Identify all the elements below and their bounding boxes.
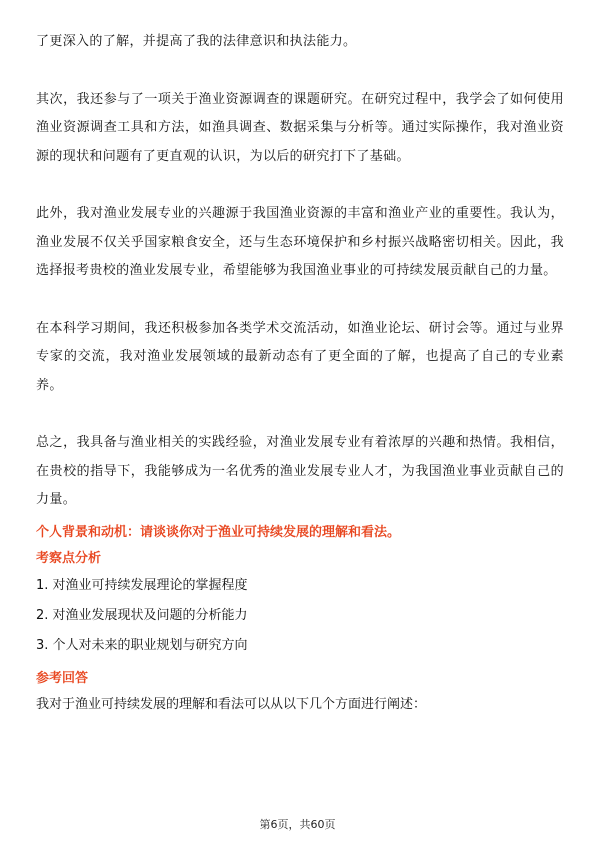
paragraph-continuation: 了更深入的了解，并提高了我的法律意识和执法能力。 — [36, 34, 357, 49]
paragraph-conclusion: 总之，我具备与渔业相关的实践经验，对渔业发展专业有着浓厚的兴趣和热情。我相信，在贵校的指导下，我能够成为一名优秀的渔业发展专业人才，为我国渔业事业贡献自己的力量。 — [36, 435, 564, 507]
page-footer: 第6页，共60页 — [259, 818, 336, 831]
paragraph-academic-exchange: 在本科学习期间，我还积极参加各类学术交流活动，如渔业论坛、研讨会等。通过与业界专家的交流，我对渔业发展领域的最新动态有了更全面的了解，也提高了自己的专业素养。 — [36, 320, 564, 393]
paragraph-interest: 此外，我对渔业发展专业的兴趣源于我国渔业资源的丰富和渔业产业的重要性。我认为，渔业发展不仅关乎国家粮食安全，还与生态环境保护和乡村振兴战略密切相关。因此，我选择报考贵校的渔业发展专业，希望能够为我国渔业事业的可持续发展贡献自己的力量。 — [36, 206, 564, 278]
analysis-item: 1. 对渔业可持续发展理论的掌握程度 — [36, 577, 248, 593]
document-page — [36, 28, 564, 717]
paragraph-research: 其次，我还参与了一项关于渔业资源调查的课题研究。在研究过程中，我学会了如何使用渔业资源调查工具和方法，如渔具调查、数据采集与分析等。通过实际操作，我对渔业资源的现状和问题有了更直观的认识，为以后的研究打下了基础。 — [36, 91, 564, 164]
reference-answer-title: 参考回答 — [36, 670, 89, 686]
reference-answer-intro: 我对于渔业可持续发展的理解和看法可以从以下几个方面进行阐述： — [36, 696, 427, 712]
analysis-item: 3. 个人对未来的职业规划与研究方向 — [36, 637, 248, 653]
interview-question: 个人背景和动机：请谈谈你对于渔业可持续发展的理解和看法。 — [36, 524, 401, 540]
analysis-title: 考察点分析 — [36, 550, 102, 566]
analysis-item: 2. 对渔业发展现状及问题的分析能力 — [36, 607, 248, 623]
